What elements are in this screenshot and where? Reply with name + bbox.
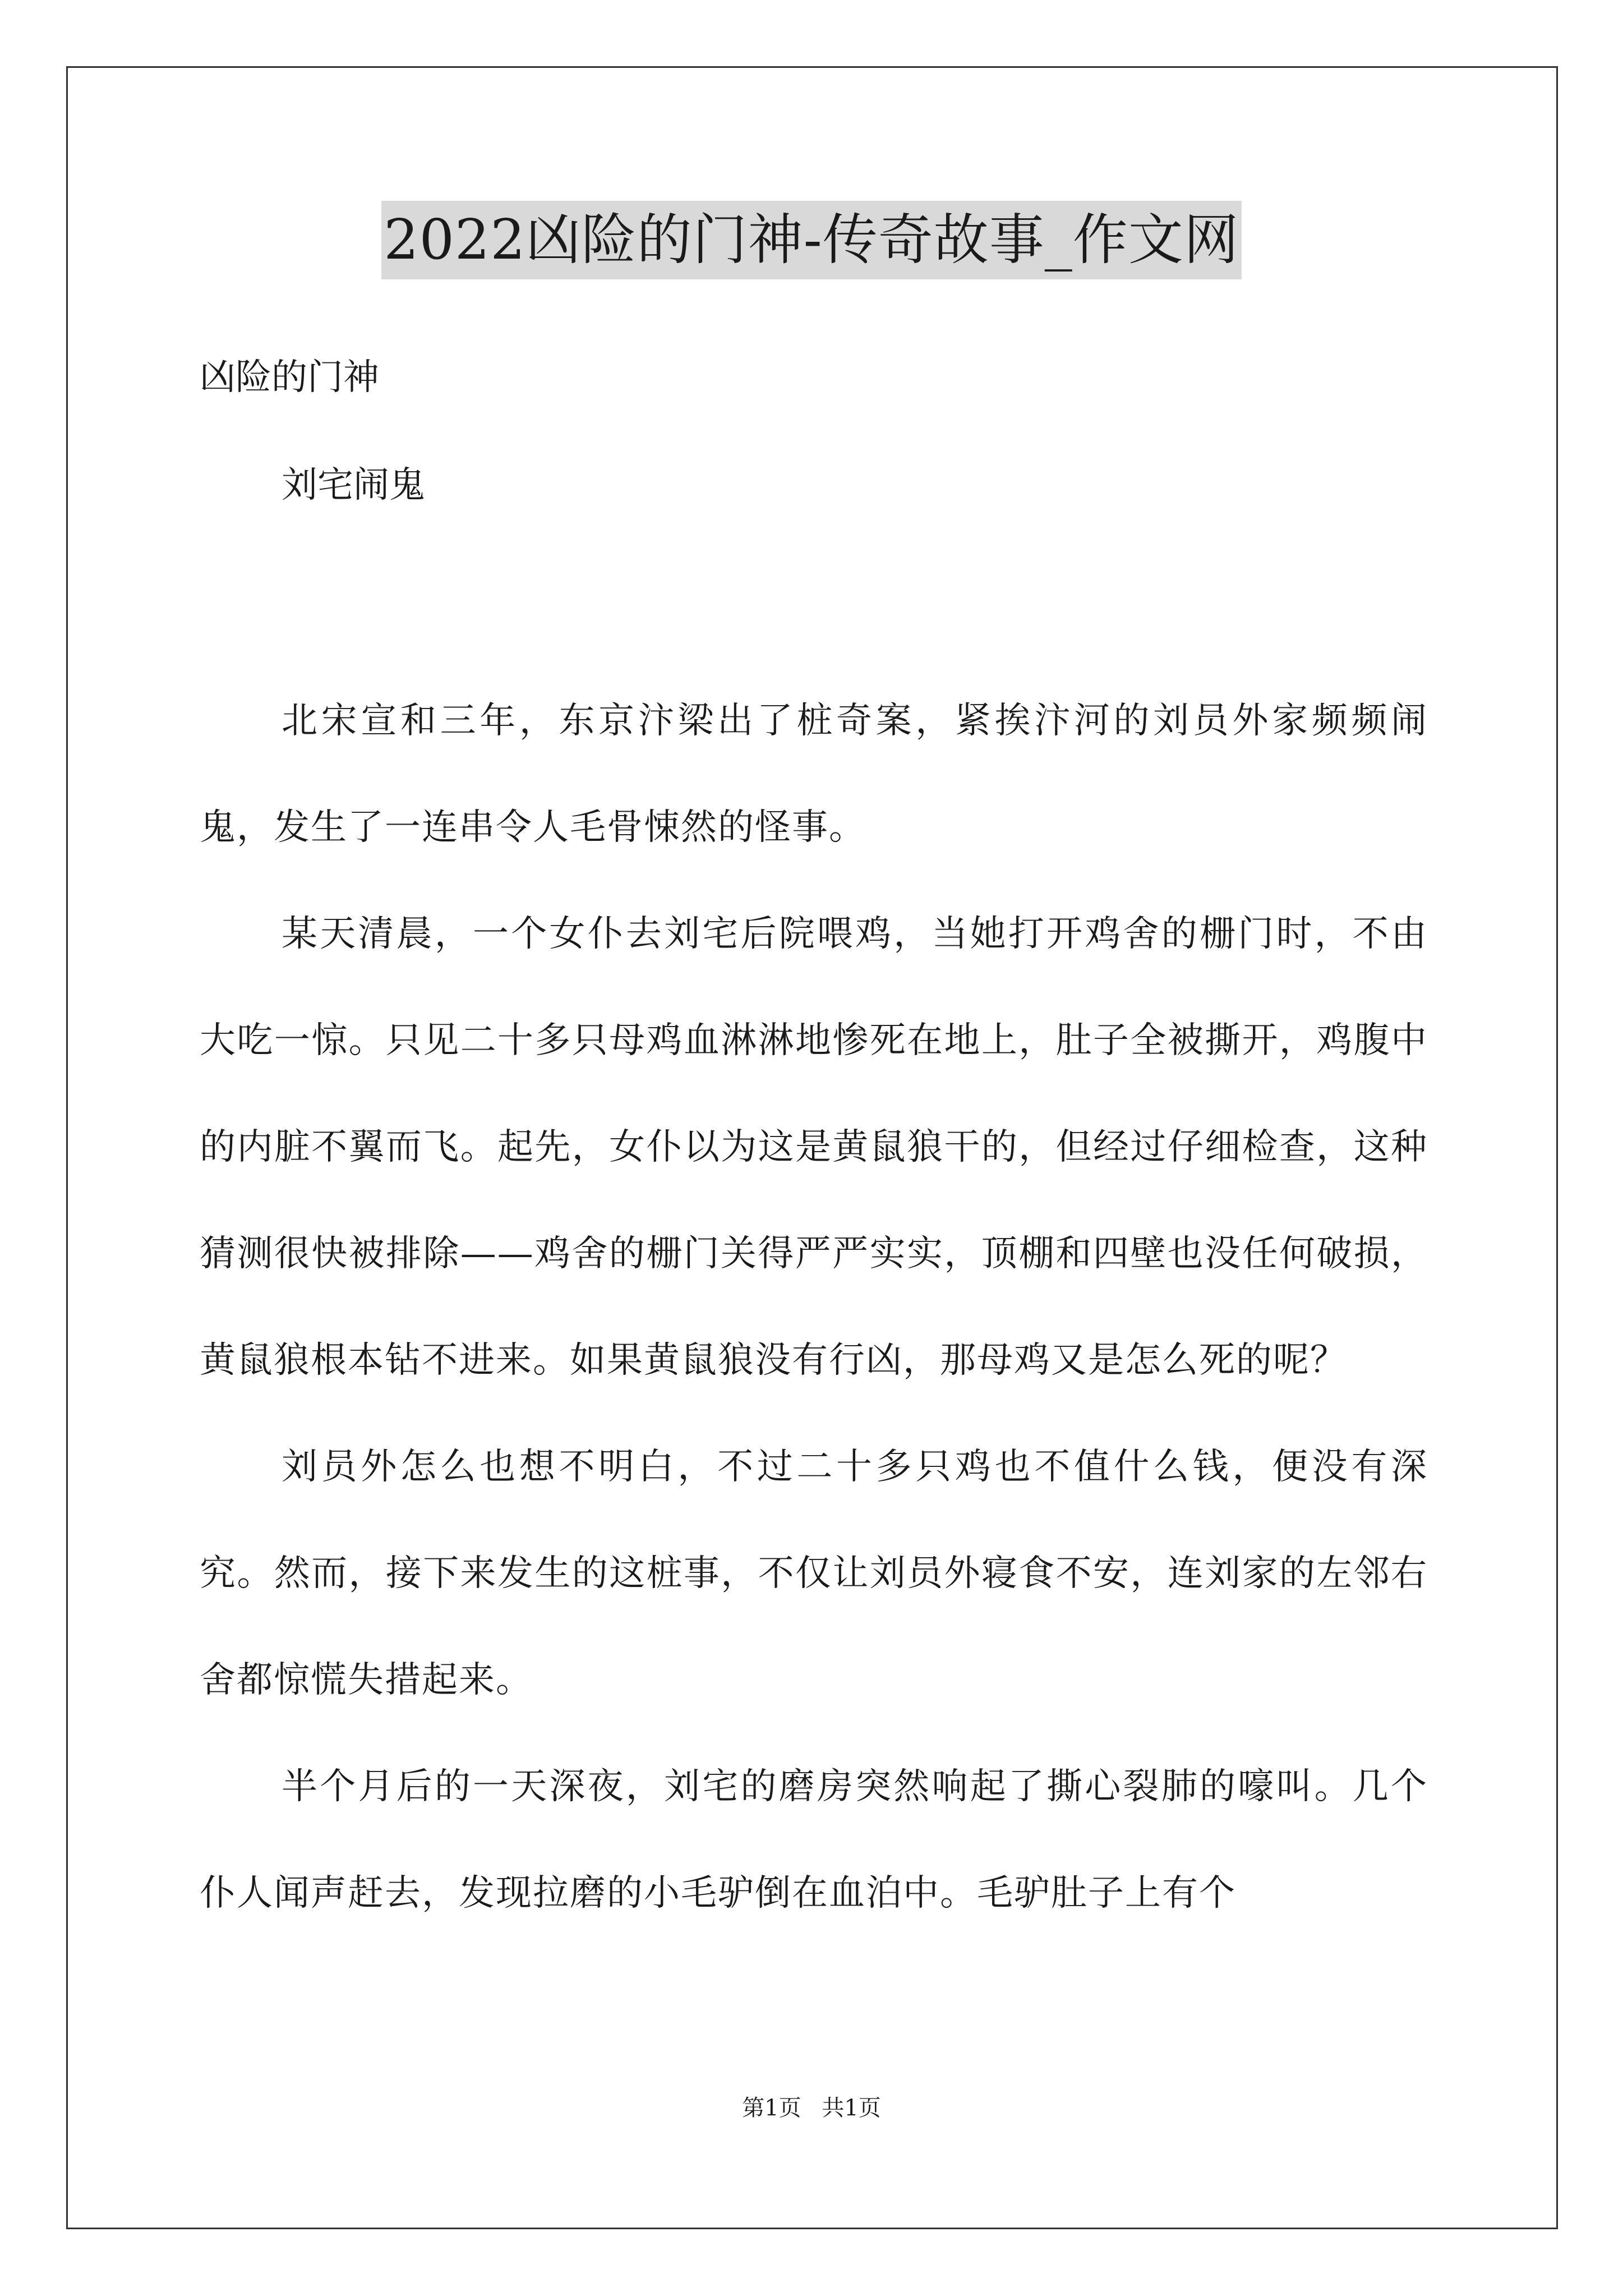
story-body [200,668,1428,1947]
story-subtitle: 凶险的门神 [200,357,379,398]
page-footer [0,2091,1623,2125]
page-number-current: 第1页 [742,2095,801,2121]
paragraph: 刘员外怎么也想不明白，不过二十多只鸡也不值什么钱，便没有深究。然而，接下来发生的这桩事，不仅让刘员外寝食不安，连刘家的左邻右舍都惊慌失措起来。 [200,1446,1428,1701]
paragraph: 半个月后的一天深夜，刘宅的磨房突然响起了撕心裂肺的嚎叫。几个仆人闻声赶去，发现拉磨的小毛驴倒在血泊中。毛驴肚子上有个 [200,1766,1428,1914]
page-number-total: 共1页 [822,2095,881,2121]
chapter-heading: 刘宅闹鬼 [282,464,425,506]
title-container [0,201,1623,279]
paragraph: 北宋宣和三年，东京汴梁出了桩奇案，紧挨汴河的刘员外家频频闹鬼，发生了一连串令人毛骨悚然的怪事。 [200,700,1428,848]
document-title: 2022凶险的门神-传奇故事_作文网 [381,201,1242,279]
paragraph: 某天清晨，一个女仆去刘宅后院喂鸡，当她打开鸡舍的栅门时，不由大吃一惊。只见二十多只母鸡血淋淋地惨死在地上，肚子全被撕开，鸡腹中的内脏不翼而飞。起先，女仆以为这是黄鼠狼干的，但经过仔细检查，这种猜测很快被排除——鸡舍的栅门关得严严实实，顶棚和四壁也没任何破损，黄鼠狼根本钻不进来。如果黄鼠狼没有行凶，那母鸡又是怎么死的呢？ [200,913,1428,1381]
